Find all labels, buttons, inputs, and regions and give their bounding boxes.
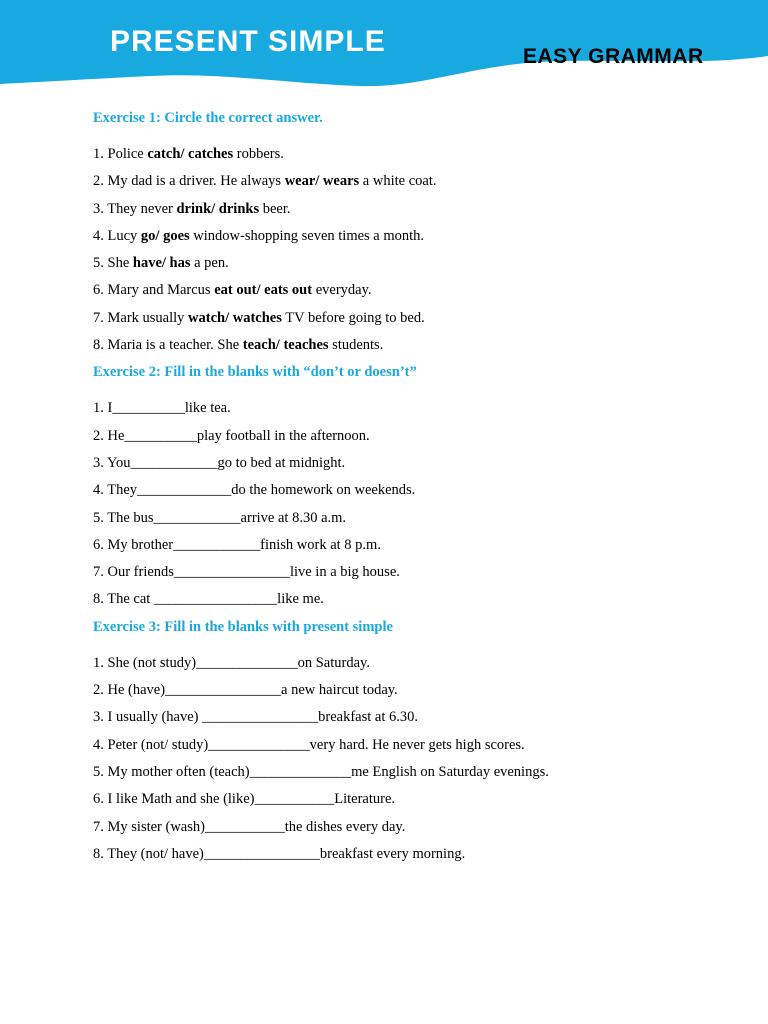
- exercise-2-item[interactable]: 8. The cat _________________like me.: [93, 591, 324, 608]
- exercise-1-heading: Exercise 1: Circle the correct answer.: [93, 110, 323, 126]
- exercise-3-item[interactable]: 3. I usually (have) ________________breakfast at 6.30.: [93, 709, 418, 726]
- item-text: 7. Mark usually: [93, 309, 189, 326]
- exercise-3-item[interactable]: 4. Peter (not/ study)______________very hard. He never gets high scores.: [93, 736, 525, 753]
- exercise-2-item[interactable]: 6. My brother____________finish work at 8 p.m.: [93, 536, 381, 553]
- spacer: [93, 641, 733, 650]
- item-text: 8. Maria is a teacher. She: [93, 337, 243, 354]
- answer-choices[interactable]: eat out/ eats out: [214, 282, 313, 299]
- answer-choices[interactable]: teach/ teaches: [242, 337, 329, 354]
- exercise-1-item: [93, 223, 733, 250]
- exercise-3-item[interactable]: 7. My sister (wash)___________the dishes every day.: [93, 818, 406, 835]
- answer-choices[interactable]: drink/ drinks: [176, 200, 260, 217]
- spacer: [93, 132, 733, 141]
- exercise-2-item[interactable]: 5. The bus____________arrive at 8.30 a.m.: [93, 509, 347, 526]
- exercise-1-item: [93, 141, 733, 168]
- exercise-1-item: [93, 196, 733, 223]
- answer-choices[interactable]: catch/ catches: [147, 146, 234, 162]
- item-text: 2. My dad is a driver. He always: [93, 173, 285, 190]
- exercise-2-item[interactable]: 1. I__________like tea.: [93, 400, 231, 417]
- exercise-1-item: [93, 277, 733, 304]
- exercise-1-item: [93, 168, 733, 195]
- spacer: [93, 386, 733, 395]
- item-text: TV before going to bed.: [281, 309, 425, 326]
- exercise-2-item[interactable]: 7. Our friends________________live in a big house.: [93, 564, 400, 581]
- answer-choices[interactable]: go/ goes: [140, 227, 190, 244]
- item-text: 6. Mary and Marcus: [93, 282, 215, 299]
- exercise-2-item[interactable]: 2. He__________play football in the afternoon.: [93, 427, 370, 444]
- exercise-1-item: [93, 250, 733, 277]
- item-text: robbers.: [233, 146, 284, 162]
- answer-choices[interactable]: wear/ wears: [284, 173, 360, 190]
- exercise-3-heading: Exercise 3: Fill in the blanks with present simple: [93, 618, 393, 635]
- exercise-2-item[interactable]: 4. They_____________do the homework on weekends.: [93, 482, 416, 499]
- exercise-2-heading: Exercise 2: Fill in the blanks with “don’t or doesn’t”: [93, 364, 417, 381]
- exercise-1-item: [93, 332, 733, 359]
- item-text: students.: [328, 337, 384, 354]
- exercise-3-item[interactable]: 8. They (not/ have)________________breakfast every morning.: [93, 845, 466, 862]
- page-title: PRESENT SIMPLE: [110, 25, 386, 58]
- item-text: 3. They never: [93, 200, 177, 217]
- exercise-3-item[interactable]: 2. He (have)________________a new haircut today.: [93, 682, 398, 699]
- item-text: beer.: [259, 200, 291, 217]
- exercise-3-item[interactable]: 5. My mother often (teach)______________me English on Saturday evenings.: [93, 763, 549, 780]
- item-text: 1. Police: [93, 146, 148, 162]
- answer-choices[interactable]: have/ has: [132, 255, 191, 272]
- brand-label: EASY GRAMMAR: [523, 45, 704, 68]
- item-text: a white coat.: [359, 173, 437, 190]
- item-text: everyday.: [312, 282, 372, 299]
- exercise-2-item[interactable]: 3. You____________go to bed at midnight.: [93, 454, 346, 471]
- exercise-3-item[interactable]: 6. I like Math and she (like)___________Literature.: [93, 791, 396, 808]
- item-text: 5. She: [93, 255, 133, 272]
- worksheet-content: [93, 105, 733, 868]
- item-text: 4. Lucy: [93, 227, 141, 244]
- exercise-1-item: [93, 305, 733, 332]
- answer-choices[interactable]: watch/ watches: [188, 309, 282, 326]
- item-text: window-shopping seven times a month.: [189, 227, 425, 244]
- exercise-3-item[interactable]: 1. She (not study)______________on Saturday.: [93, 654, 370, 671]
- item-text: a pen.: [190, 255, 229, 272]
